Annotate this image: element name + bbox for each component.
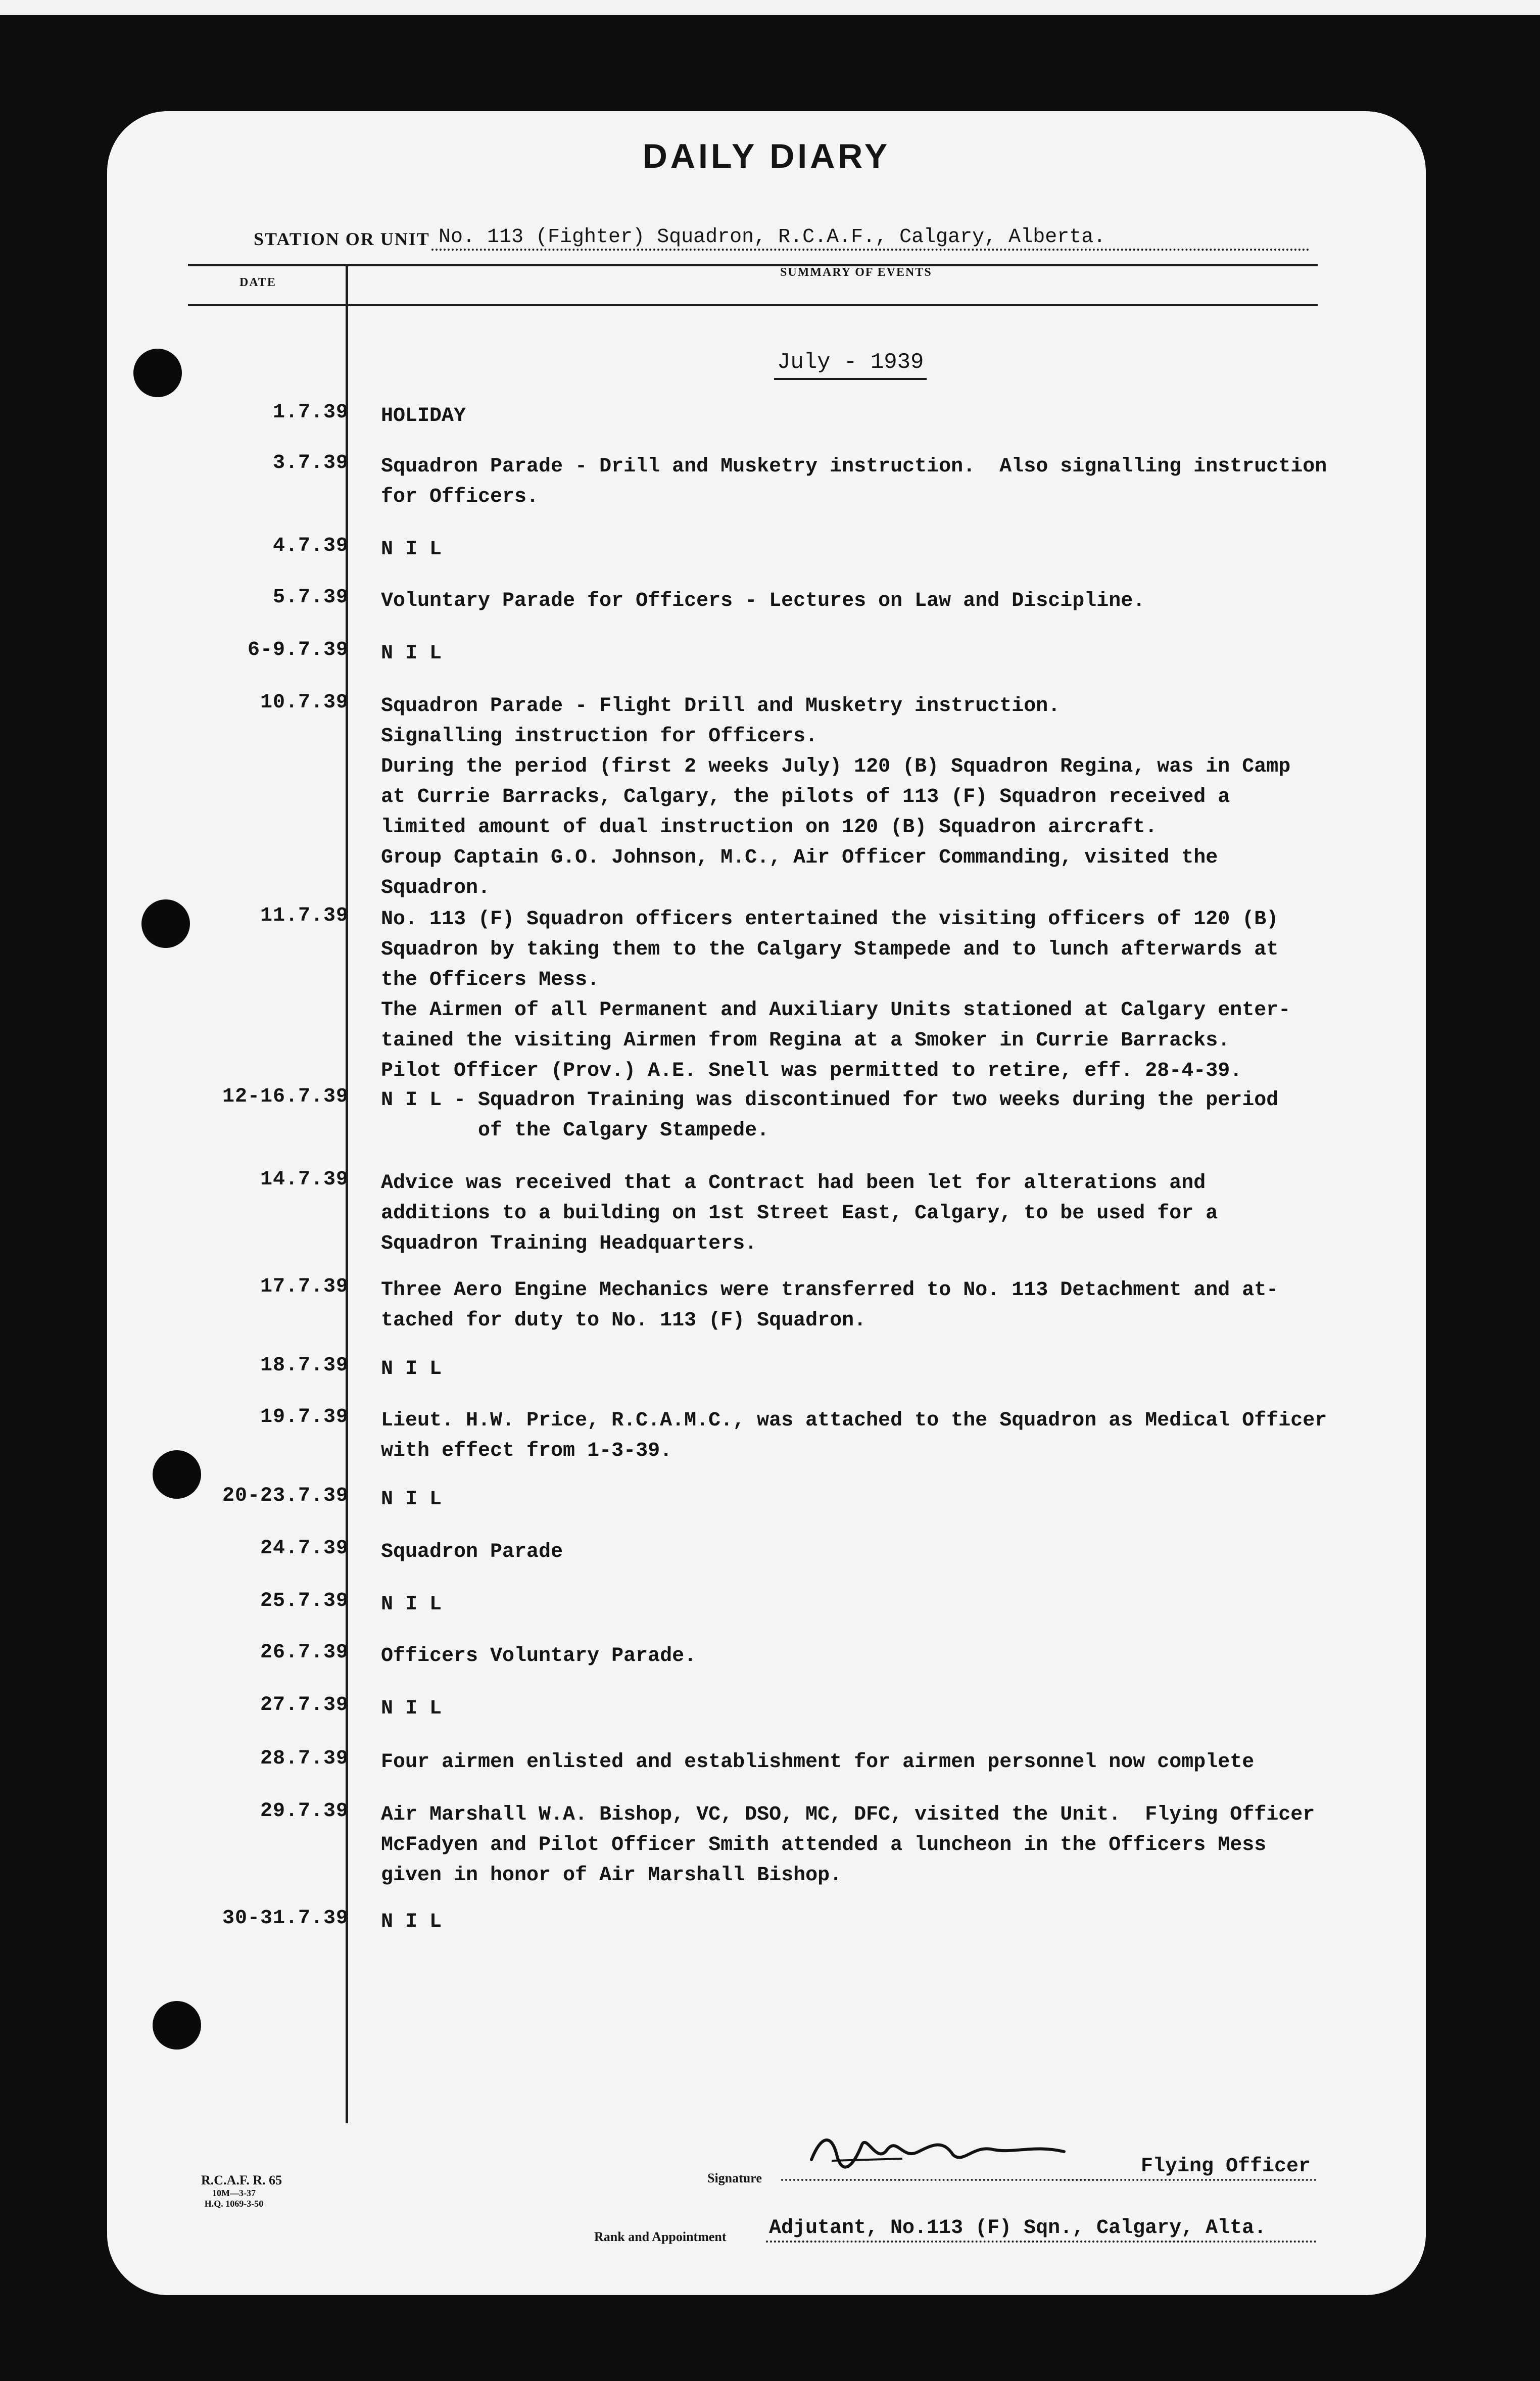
- entry-date: 3.7.39: [272, 452, 349, 474]
- entry-date: 24.7.39: [260, 1537, 349, 1560]
- station-row: [254, 217, 1310, 253]
- signature-label: Signature: [707, 2171, 762, 2185]
- entry-date: 5.7.39: [272, 586, 349, 609]
- date-column-header: DATE: [239, 276, 276, 289]
- diary-page: [107, 111, 1426, 2295]
- entry-date: 4.7.39: [272, 535, 349, 557]
- entry-text: Squadron Parade: [381, 1541, 563, 1563]
- punch-hole: [133, 349, 182, 397]
- entry-date: 6-9.7.39: [247, 639, 349, 661]
- entry-date: 29.7.39: [260, 1800, 349, 1823]
- entry-date: 19.7.39: [260, 1406, 349, 1428]
- entry-text: N I L: [381, 1697, 442, 1720]
- station-value: No. 113 (Fighter) Squadron, R.C.A.F., Calgary, Alberta.: [431, 226, 1310, 251]
- entry-text: HOLIDAY: [381, 405, 466, 427]
- summary-column-header: SUMMARY OF EVENTS: [780, 266, 932, 279]
- entry-text: N I L: [381, 538, 442, 561]
- entry-text: N I L: [381, 1488, 442, 1511]
- entry-date: 18.7.39: [260, 1354, 349, 1377]
- form-code: [201, 2173, 282, 2209]
- entry-date: 12-16.7.39: [222, 1085, 349, 1108]
- entry-text: Officers Voluntary Parade.: [381, 1645, 697, 1668]
- entry-text: Lieut. H.W. Price, R.C.A.M.C., was attached to the Squadron as Medical Officer with effect from 1-3-39.: [381, 1409, 1327, 1462]
- header-top-rule: [188, 264, 1318, 266]
- entry-date: 10.7.39: [260, 691, 349, 714]
- month-heading: July - 1939: [774, 350, 927, 380]
- entry-text: N I L: [381, 1593, 442, 1616]
- entry-text: Advice was received that a Contract had been let for alterations and additions to a building on 1st Street East, Calgary, to be used for a Squadron Training Headquarters.: [381, 1172, 1218, 1255]
- signature-line: [781, 2153, 1317, 2181]
- entry-text: Four airmen enlisted and establishment for airmen personnel now complete: [381, 1751, 1255, 1774]
- entry-date: 28.7.39: [260, 1747, 349, 1770]
- form-code-line2: 10M—3-37: [212, 2188, 256, 2198]
- entry-text: N I L - Squadron Training was discontinued for two weeks during the period of the Calgary Stampede.: [381, 1089, 1279, 1142]
- entry-date: 26.7.39: [260, 1641, 349, 1664]
- form-code-line1: R.C.A.F. R. 65: [201, 2173, 282, 2187]
- scan-top-edge: [0, 0, 1540, 15]
- entry-text: N I L: [381, 1358, 442, 1380]
- entry-date: 17.7.39: [260, 1275, 349, 1298]
- entry-text: Squadron Parade - Drill and Musketry instruction. Also signalling instruction for Officers.: [381, 455, 1327, 508]
- rank-value: Adjutant, No.113 (F) Sqn., Calgary, Alta.: [769, 2217, 1267, 2240]
- header-bottom-rule: [188, 304, 1318, 306]
- handwritten-signature: [801, 2129, 1084, 2175]
- entry-date: 11.7.39: [260, 904, 349, 927]
- entry-date: 25.7.39: [260, 1590, 349, 1612]
- entry-date: 1.7.39: [272, 401, 349, 424]
- entry-date: 14.7.39: [260, 1168, 349, 1191]
- signature-rank: Flying Officer: [1140, 2155, 1311, 2178]
- rank-label: Rank and Appointment: [594, 2229, 727, 2244]
- page-title: DAILY DIARY: [642, 137, 891, 175]
- entry-date: 20-23.7.39: [222, 1485, 349, 1507]
- entry-date: 30-31.7.39: [222, 1907, 349, 1930]
- entry-text: N I L: [381, 642, 442, 665]
- rank-line: [766, 2214, 1317, 2243]
- entry-text: Voluntary Parade for Officers - Lectures on Law and Discipline.: [381, 590, 1145, 612]
- entry-text: No. 113 (F) Squadron officers entertained the visiting officers of 120 (B) Squadron by taking them to the Calgary Stampede and to lunch afterwards at the Officers Mess. The Airmen of all Permanent and Auxiliary Units stationed at Calgary enter- tained the visiting Airmen from Regina at a Smoker in Currie Barracks. Pilot Officer (Prov.) A.E. Snell was permitted to retire, eff. 28-4-39.: [381, 908, 1291, 1082]
- entry-text: Air Marshall W.A. Bishop, VC, DSO, MC, DFC, visited the Unit. Flying Officer McFadyen and Pilot Officer Smith attended a luncheon in the Officers Mess given in honor of Air Marshall Bishop.: [381, 1803, 1315, 1887]
- entry-text: N I L: [381, 1911, 442, 1933]
- entry-text: Squadron Parade - Flight Drill and Musketry instruction. Signalling instruction for Officers. During the period (first 2 weeks July) 120 (B) Squadron Regina, was in Camp at Currie Barracks, Calgary, the pilots of 113 (F) Squadron received a limited amount of dual instruction on 120 (B) Squadron aircraft. Group Captain G.O. Johnson, M.C., Air Officer Commanding, visited the Squadron.: [381, 695, 1291, 899]
- form-code-line3: H.Q. 1069-3-50: [204, 2199, 264, 2209]
- entry-text: Three Aero Engine Mechanics were transferred to No. 113 Detachment and at- tached for duty to No. 113 (F) Squadron.: [381, 1279, 1279, 1332]
- punch-hole: [153, 2001, 201, 2050]
- station-label: STATION OR UNIT: [254, 229, 430, 249]
- entry-date: 27.7.39: [260, 1694, 349, 1717]
